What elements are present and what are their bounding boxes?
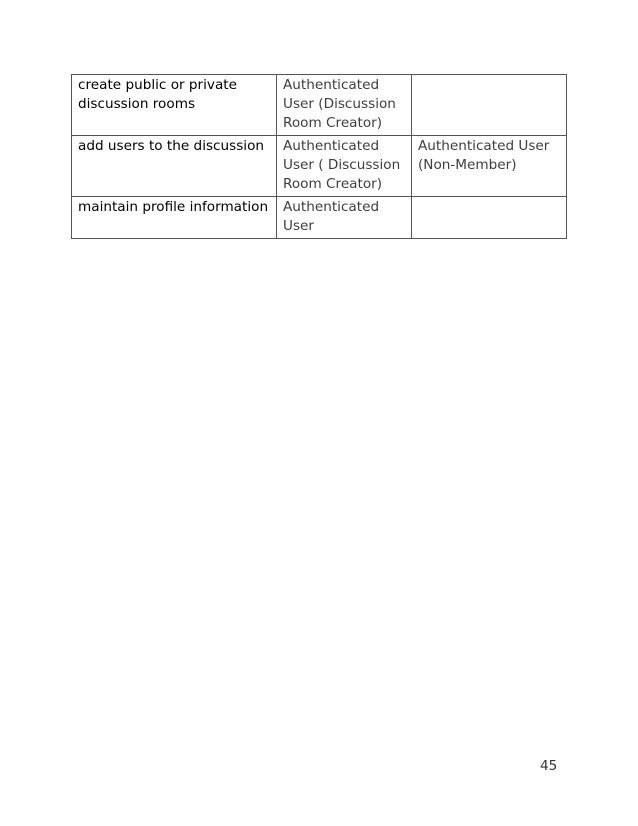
secondary-actor-cell bbox=[412, 197, 567, 239]
primary-actor-cell: Authenticated User (Discussion Room Creator) bbox=[277, 75, 412, 136]
action-cell: maintain profile information bbox=[72, 197, 277, 239]
primary-actor-cell: Authenticated User ( Discussion Room Creator) bbox=[277, 136, 412, 197]
table-row bbox=[72, 197, 567, 239]
secondary-actor-cell: Authenticated User (Non-Member) bbox=[412, 136, 567, 197]
secondary-actor-cell bbox=[412, 75, 567, 136]
action-cell: create public or private discussion rooms bbox=[72, 75, 277, 136]
primary-actor-cell: Authenticated User bbox=[277, 197, 412, 239]
table-row bbox=[72, 75, 567, 136]
action-cell: add users to the discussion bbox=[72, 136, 277, 197]
page-number: 45 bbox=[540, 758, 558, 774]
use-case-actor-table bbox=[71, 74, 567, 239]
table-row bbox=[72, 136, 567, 197]
